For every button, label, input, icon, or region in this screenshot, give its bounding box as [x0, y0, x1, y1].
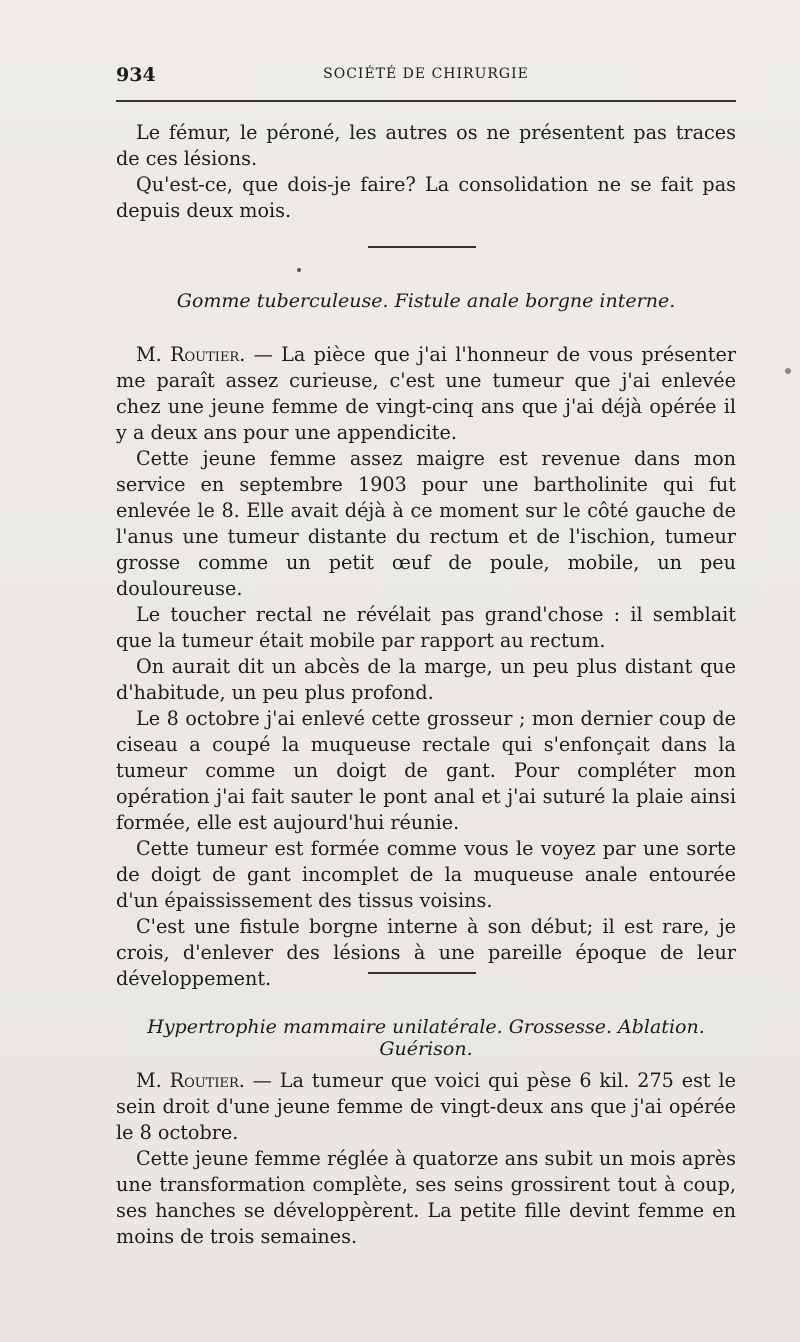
page-header	[116, 60, 736, 90]
section3-heading: Hypertrophie mammaire unilatérale. Grossesse. Ablation. Guérison.	[147, 1016, 705, 1060]
section1-paragraph: Qu'est-ce, que dois-je faire? La consolidation ne se fait pas depuis deux mois.	[116, 173, 736, 222]
section2-text	[116, 342, 736, 992]
section2-heading: Gomme tuberculeuse. Fistule anale borgne interne.	[176, 290, 676, 312]
paragraph-body: — La pièce que j'ai l'honneur de vous présenter me paraît assez curieuse, c'est une tumeur que j'ai enlevée chez une jeune femme de vingt-cinq ans que j'ai déjà opérée il y a deux ans pour une appendicite.	[116, 343, 736, 444]
speaker-name: Routier.	[169, 1069, 245, 1092]
section3-paragraph	[116, 1068, 736, 1146]
section1-text	[116, 120, 736, 224]
section2-paragraph: Le toucher rectal ne révélait pas grand'chose : il semblait que la tumeur était mobile par rapport au rectum.	[116, 603, 736, 652]
paragraph-body: — La tumeur que voici qui pèse 6 kil. 275 est le sein droit d'une jeune femme de vingt-deux ans que j'ai opérée le 8 octobre.	[116, 1069, 736, 1144]
section2-paragraph: On aurait dit un abcès de la marge, un peu plus distant que d'habitude, un peu plus profond.	[116, 655, 736, 704]
section2-paragraph: Le 8 octobre j'ai enlevé cette grosseur ; mon dernier coup de ciseau a coupé la muqueuse rectale qui s'enfonçait dans la tumeur comme un doigt de gant. Pour compléter mon opération j'ai fait sauter le pont anal et j'ai suturé la plaie ainsi formée, elle est aujourd'hui réunie.	[116, 707, 736, 834]
margin-mark	[785, 368, 791, 374]
speaker-prefix: M.	[136, 1069, 162, 1092]
ink-mark	[297, 268, 301, 272]
section-separator	[368, 246, 476, 248]
section1-paragraph: Le fémur, le péroné, les autres os ne présentent pas traces de ces lésions.	[116, 121, 736, 170]
section3-paragraph: Cette jeune femme réglée à quatorze ans subit un mois après une transformation complète, ses seins grossirent tout à coup, ses hanches se développèrent. La petite fille devint femme en moins de trois semaines.	[116, 1147, 736, 1248]
section2-paragraph: Cette jeune femme assez maigre est revenue dans mon service en septembre 1903 pour une bartholinite qui fut enlevée le 8. Elle avait déjà à ce moment sur le côté gauche de l'anus une tumeur distante du rectum et de l'ischion, tumeur grosse comme un petit œuf de poule, mobile, un peu douloureuse.	[116, 447, 736, 600]
section-separator	[368, 972, 476, 974]
section2-paragraph	[116, 342, 736, 446]
speaker-prefix: M.	[136, 343, 162, 366]
speaker-name: Routier.	[170, 343, 246, 366]
header-rule	[116, 100, 736, 102]
section2-paragraph: Cette tumeur est formée comme vous le voyez par une sorte de doigt de gant incomplet de la muqueuse anale entourée d'un épaississement des tissus voisins.	[116, 837, 736, 912]
section3-text	[116, 1068, 736, 1250]
section2-paragraph: C'est une fistule borgne interne à son début; il est rare, je crois, d'enlever des lésions à une pareille époque de leur développement.	[116, 915, 736, 990]
page-number: 934	[116, 64, 156, 86]
running-head: SOCIÉTÉ DE CHIRURGIE	[323, 66, 529, 82]
